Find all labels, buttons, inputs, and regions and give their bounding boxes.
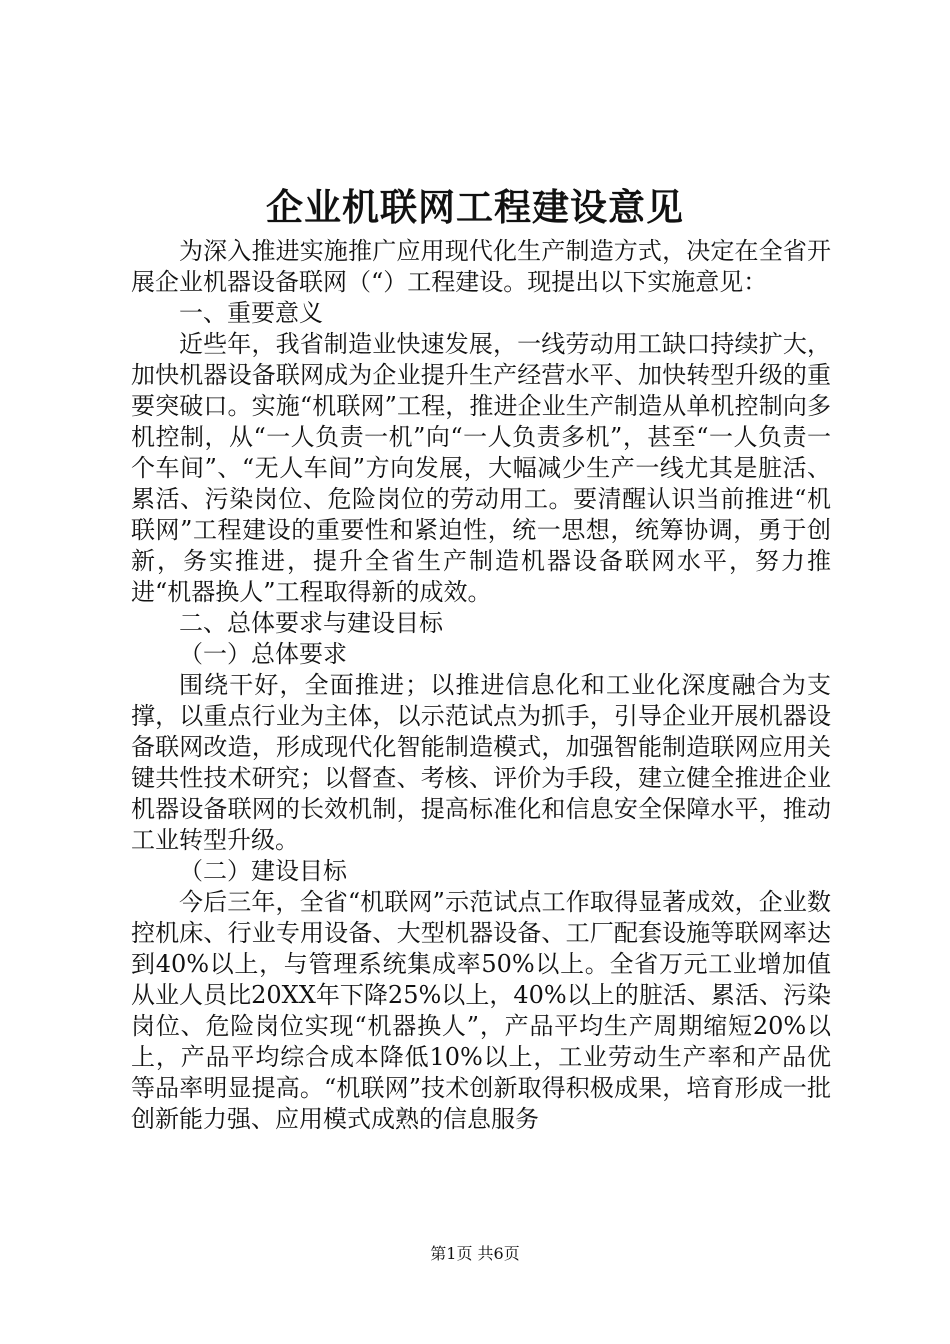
subheading-construction-goals: （二）建设目标 — [179, 857, 347, 885]
subheading-general-requirements: （一）总体要求 — [179, 640, 347, 668]
intro-paragraph: 为深入推进实施推广应用现代化生产制造方式，决定在全省开展企业机器设备联网（“）工程建设。现提出以下实施意见： — [131, 237, 831, 296]
document-body — [131, 236, 831, 1135]
general-requirements-paragraph: 围绕干好，全面推进；以推进信息化和工业化深度融合为支撑，以重点行业为主体，以示范试点为抓手，引导企业开展机器设备联网改造，形成现代化智能制造模式，加强智能制造联网应用关键共性技术研究；以督查、考核、评价为手段，建立健全推进企业机器设备联网的长效机制，提高标准化和信息安全保障水平，推动工业转型升级。 — [131, 671, 831, 854]
section-heading-importance: 一、重要意义 — [179, 299, 323, 327]
section-heading-requirements: 二、总体要求与建设目标 — [179, 609, 443, 637]
page-number-footer: 第1页 共6页 — [430, 1244, 520, 1263]
importance-paragraph: 近些年，我省制造业快速发展，一线劳动用工缺口持续扩大，加快机器设备联网成为企业提升生产经营水平、加快转型升级的重要突破口。实施“机联网”工程，推进企业生产制造从单机控制向多机控制，从“一人负责一机”向“一人负责多机”，甚至“一人负责一个车间”、“无人车间”方向发展，大幅减少生产一线尤其是脏活、累活、污染岗位、危险岗位的劳动用工。要清醒认识当前推进“机联网”工程建设的重要性和紧迫性，统一思想，统筹协调，勇于创新，务实推进，提升全省生产制造机器设备联网水平，努力推进“机器换人”工程取得新的成效。 — [131, 330, 831, 606]
document-title: 企业机联网工程建设意见 — [266, 185, 684, 229]
construction-goals-paragraph: 今后三年，全省“机联网”示范试点工作取得显著成效，企业数控机床、行业专用设备、大型机器设备、工厂配套设施等联网率达到40%以上，与管理系统集成率50%以上。全省万元工业增加值从业人员比20XX年下降25%以上，40%以上的脏活、累活、污染岗位、危险岗位实现“机器换人”，产品平均生产周期缩短20%以上，产品平均综合成本降低10%以上，工业劳动生产率和产品优等品率明显提高。“机联网”技术创新取得积极成果，培育形成一批创新能力强、应用模式成熟的信息服务 — [131, 888, 831, 1133]
